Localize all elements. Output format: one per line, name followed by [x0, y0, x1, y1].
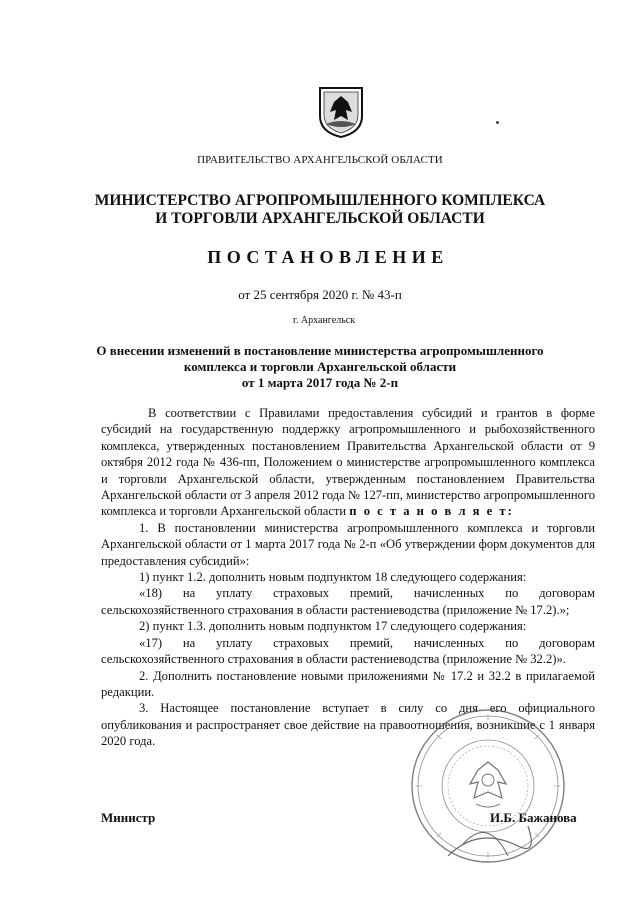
signatory-name: И.Б. Бажанова	[490, 810, 577, 825]
document-city: г. Архангельск	[292, 315, 356, 326]
coat-of-arms-icon	[316, 86, 366, 138]
scan-speck	[496, 121, 499, 124]
item-1-subitem-2-text: «17) на уплату страховых премий, начисленных по договорам сельскохозяйственного страхования в области растениеводства (приложение № 32.2)».	[101, 635, 595, 667]
item-2: 2. Дополнить постановление новыми приложениями № 17.2 и 32.2 в прилагаемой редакции.	[101, 668, 595, 699]
document-date-number: от 25 сентября 2020 г. № 43-п	[238, 287, 402, 302]
preamble-paragraph	[101, 405, 595, 520]
item-1-subitem-1-text: «18) на уплату страховых премий, начисленных по договорам сельскохозяйственного страхования в области растениеводства (приложение № 17.2).»;	[101, 586, 595, 617]
ministry-title-line-2: И ТОРГОВЛИ АРХАНГЕЛЬСКОЙ ОБЛАСТИ	[155, 210, 485, 227]
item-1-subitem-2: 2) пункт 1.3. дополнить новым подпунктом 17 следующего содержания:	[139, 619, 527, 634]
preamble-text: В соответствии с Правилами предоставления субсидий и грантов в форме субсидий на государственную поддержку агропромышленного и рыбохозяйственного комплекса, утвержденных постановлением Правительства Архангельской области от 9 октября 2012 года № 436-пп, Положением о министерстве агропромышленного комплекса и торговли Архангельской области, утвержденным постановлением Правительства Архангельской области от 3 апреля 2012 года № 127-пп, министерство агропромышленного комплекса и торговли Архангельской области	[101, 406, 595, 519]
subject-line-2: комплекса и торговли Архангельской области	[183, 359, 457, 374]
ministry-title	[0, 192, 640, 228]
item-3: 3. Настоящее постановление вступает в силу со дня его официального опубликования и распространяет свое действие на правоотношения, возникшие с 1 января 2020 года.	[101, 701, 595, 749]
subject-line-1: О внесении изменений в постановление министерства агропромышленного	[96, 343, 544, 358]
document-type: ПОСТАНОВЛЕНИЕ	[207, 247, 449, 267]
item-1-subitem-1: 1) пункт 1.2. дополнить новым подпунктом 18 следующего содержания:	[139, 570, 527, 585]
document-subject	[0, 343, 640, 391]
signatory-position: Министр	[101, 810, 156, 825]
preamble-resolves: п о с т а н о в л я е т:	[349, 504, 514, 519]
subject-line-3: от 1 марта 2017 года № 2-п	[241, 375, 399, 390]
government-header: ПРАВИТЕЛЬСТВО АРХАНГЕЛЬСКОЙ ОБЛАСТИ	[197, 154, 443, 166]
official-seal-icon	[408, 706, 568, 866]
item-1: 1. В постановлении министерства агропромышленного комплекса и торговли Архангельской области от 1 марта 2017 года № 2-п «Об утверждении форм документов для предоставления субсидий»:	[101, 520, 595, 568]
document-body	[101, 405, 595, 750]
ministry-title-line-1: МИНИСТЕРСТВО АГРОПРОМЫШЛЕННОГО КОМПЛЕКСА	[94, 192, 546, 209]
